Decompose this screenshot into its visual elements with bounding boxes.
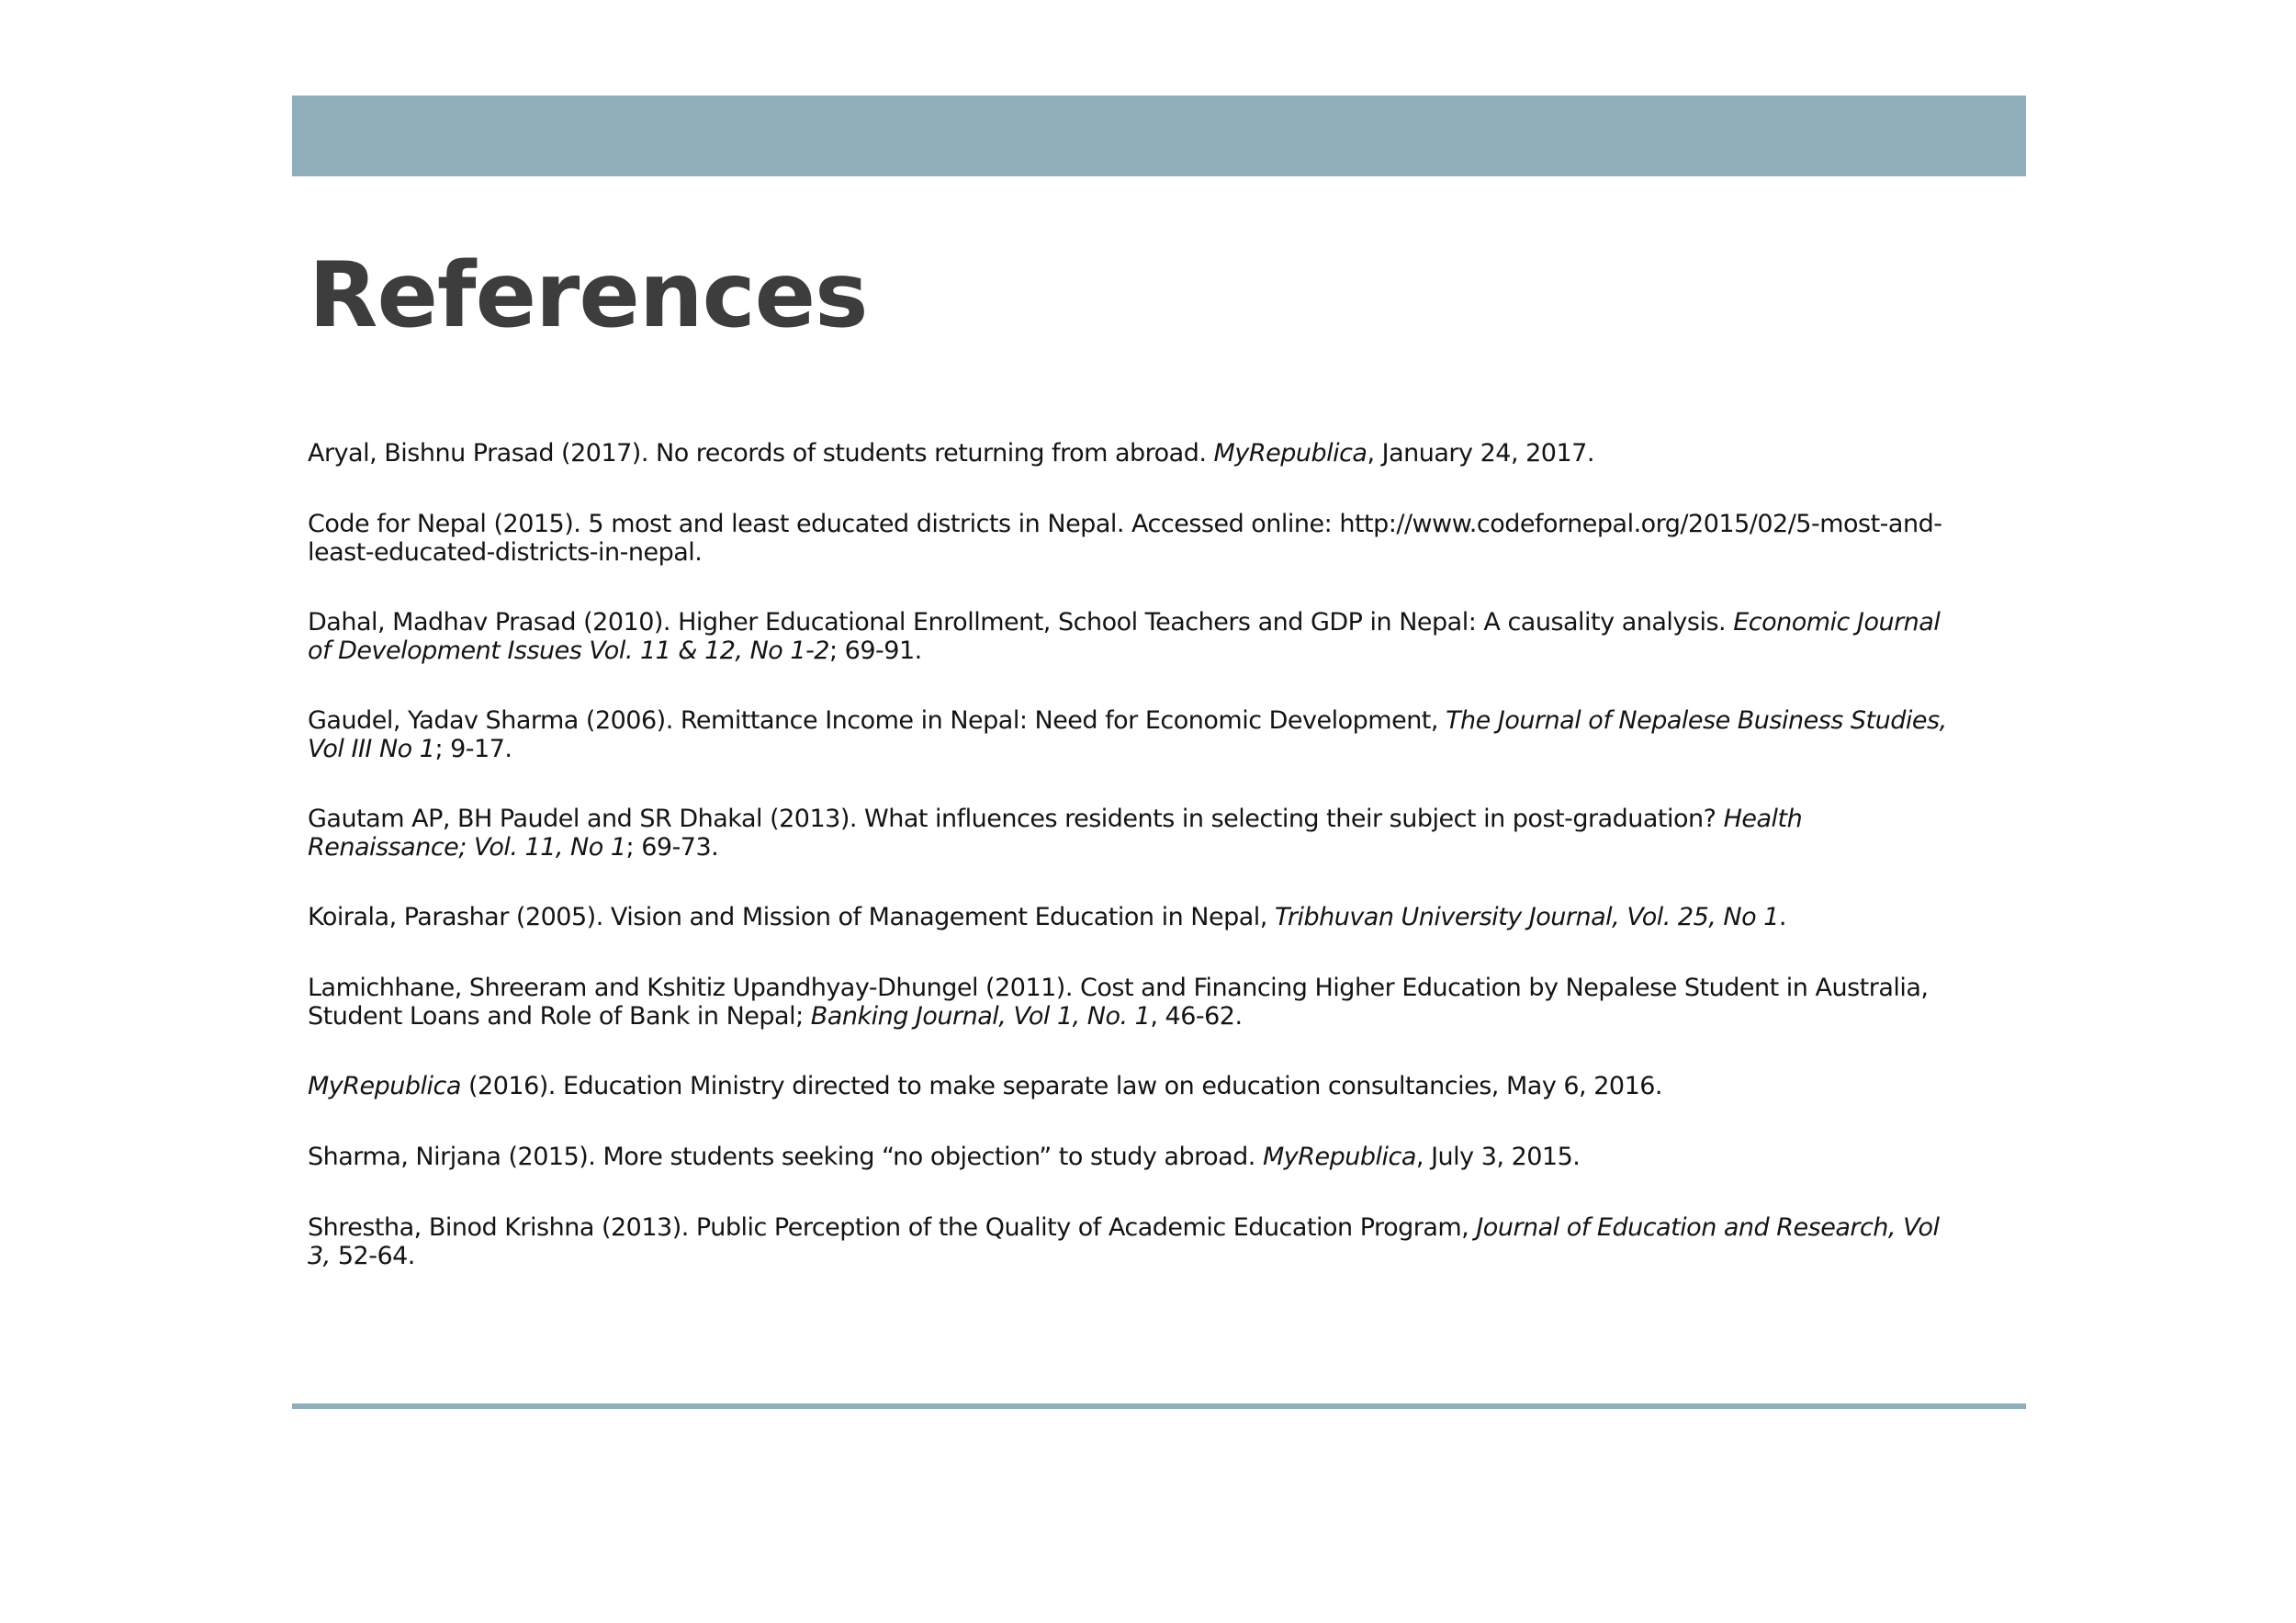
page-title: References — [309, 243, 868, 348]
reference-entry-shrestha: Shrestha, Binod Krishna (2013). Public Perception of the Quality of Academic Education Program, Journal of Education and Research, Vol 3, 52-64. — [308, 1213, 1940, 1270]
reference-entry-sharma: Sharma, Nirjana (2015). More students seeking “no objection” to study abroad. MyRepublica, July 3, 2015. — [308, 1143, 1581, 1171]
reference-entry-gautam: Gautam AP, BH Paudel and SR Dhakal (2013). What influences residents in selecting their subject in post-graduation? Health Renaissance; Vol. 11, No 1; 69-73. — [308, 805, 1803, 862]
header-accent-bar — [292, 96, 2026, 176]
reference-entry-code-for-nepal: Code for Nepal (2015). 5 most and least educated districts in Nepal. Accessed online: http://www.codefornepal.org/2015/02/5-most-and-least-educated-districts-in-nepal. — [308, 510, 1942, 567]
reference-entry-lamichhane: Lamichhane, Shreeram and Kshitiz Upandhyay-Dhungel (2011). Cost and Financing Higher Education by Nepalese Student in Australia, Student Loans and Role of Bank in Nepal; Banking Journal, Vol 1, No. 1, 46-62. — [308, 974, 1929, 1031]
footer-divider — [292, 1403, 2026, 1409]
reference-entry-myrepublica-2016: MyRepublica (2016). Education Ministry directed to make separate law on education consultancies, May 6, 2016. — [308, 1072, 1663, 1100]
reference-list — [308, 439, 1961, 1312]
reference-entry-aryal: Aryal, Bishnu Prasad (2017). No records of students returning from abroad. MyRepublica, January 24, 2017. — [308, 439, 1594, 468]
reference-entry-koirala: Koirala, Parashar (2005). Vision and Mission of Management Education in Nepal, Tribhuvan University Journal, Vol. 25, No 1. — [308, 903, 1787, 931]
reference-entry-gaudel: Gaudel, Yadav Sharma (2006). Remittance Income in Nepal: Need for Economic Development, The Journal of Nepalese Business Studies, Vol III No 1; 9-17. — [308, 706, 1947, 763]
reference-entry-dahal: Dahal, Madhav Prasad (2010). Higher Educational Enrollment, School Teachers and GDP in Nepal: A causality analysis. Economic Journal of Development Issues Vol. 11 & 12, No 1-2; 69-91. — [308, 608, 1941, 665]
